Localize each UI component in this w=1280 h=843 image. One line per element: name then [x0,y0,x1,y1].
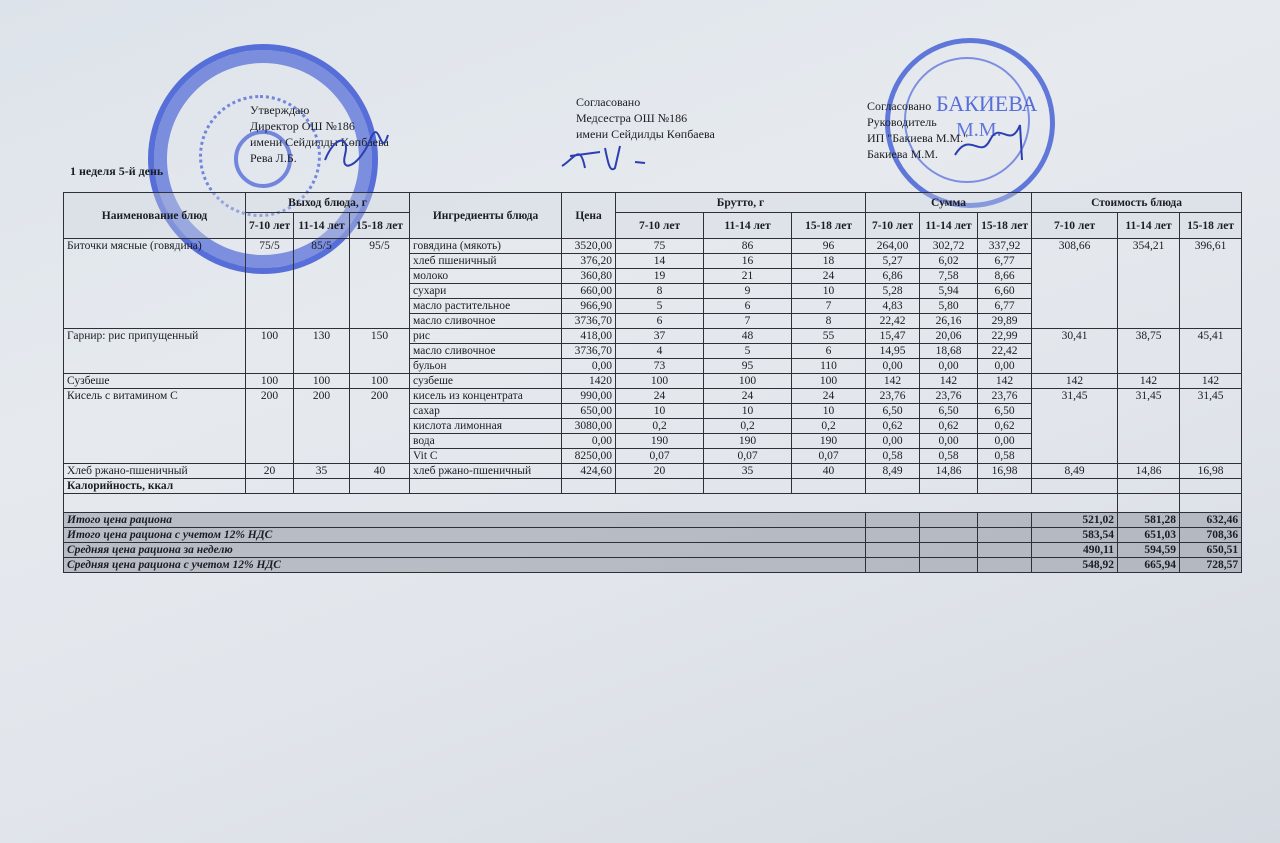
ingredient-name: масло сливочное [410,344,562,359]
calories-label: Калорийность, ккал [64,479,246,494]
ingredient-brutto: 10 [616,404,704,419]
total-row [64,558,1242,573]
dish-name: Сузбеше [64,374,246,389]
dish-yield: 40 [350,464,410,479]
dish-cost: 45,41 [1180,329,1242,374]
ingredient-brutto: 35 [704,464,792,479]
ingredient-sum: 5,80 [920,299,978,314]
ingredient-sum: 5,27 [866,254,920,269]
ingredient-price: 660,00 [562,284,616,299]
approval-line: имени Сейдилды Көпбаева [250,135,389,149]
ingredient-price: 8250,00 [562,449,616,464]
dish-cost: 354,21 [1118,239,1180,329]
ingredient-brutto: 190 [616,434,704,449]
ingredient-name: сахар [410,404,562,419]
ingredient-brutto: 6 [792,344,866,359]
ingredient-brutto: 100 [704,374,792,389]
ingredient-brutto: 0,2 [616,419,704,434]
table-row [64,374,1242,389]
blank-row [64,494,1242,513]
ingredient-sum: 142 [920,374,978,389]
dish-cost: 8,49 [1032,464,1118,479]
header-cost-age-15-18: 15-18 лет [1180,213,1242,239]
dish-name: Биточки мясные (говядина) [64,239,246,329]
ingredient-name: кисель из концентрата [410,389,562,404]
ingredient-brutto: 6 [704,299,792,314]
dish-yield: 100 [246,329,294,374]
ingredient-brutto: 10 [792,404,866,419]
header-yield-age-11-14: 11-14 лет [294,213,350,239]
total-label: Средняя цена рациона за неделю [64,543,866,558]
ingredient-brutto: 4 [616,344,704,359]
ingredient-sum: 23,76 [866,389,920,404]
ingredient-brutto: 190 [704,434,792,449]
stamp-supplier-initials: М.М. [956,119,1002,141]
ingredient-price: 360,80 [562,269,616,284]
ingredient-sum: 6,77 [978,299,1032,314]
ingredient-brutto: 6 [616,314,704,329]
ingredient-sum: 0,00 [978,434,1032,449]
ingredient-brutto: 10 [704,404,792,419]
dish-name: Гарнир: рис припущенный [64,329,246,374]
dish-name: Кисель с витамином С [64,389,246,464]
total-row [64,513,1242,528]
header-cost-age-11-14: 11-14 лет [1118,213,1180,239]
ingredient-name: масло растительное [410,299,562,314]
total-value: 521,02 [1032,513,1118,528]
dish-cost: 396,61 [1180,239,1242,329]
dish-yield: 100 [350,374,410,389]
ingredient-brutto: 0,07 [792,449,866,464]
ingredient-brutto: 10 [792,284,866,299]
dish-name: Хлеб ржано-пшеничный [64,464,246,479]
ingredient-brutto: 5 [616,299,704,314]
dish-cost: 38,75 [1118,329,1180,374]
table-row [64,239,1242,254]
ingredient-price: 1420 [562,374,616,389]
ingredient-sum: 23,76 [978,389,1032,404]
ingredient-brutto: 100 [616,374,704,389]
total-value: 583,54 [1032,528,1118,543]
dish-yield: 200 [350,389,410,464]
ingredient-price: 3080,00 [562,419,616,434]
day-title: 1 неделя 5-й день [70,164,164,178]
table-row [64,464,1242,479]
stamp-supplier-name: БАКИЕВА [936,91,1038,116]
ingredient-brutto: 0,07 [616,449,704,464]
dish-yield: 20 [246,464,294,479]
ingredient-sum: 8,66 [978,269,1032,284]
ingredient-price: 990,00 [562,389,616,404]
ingredient-sum: 0,62 [920,419,978,434]
dish-cost: 30,41 [1032,329,1118,374]
nurse-signature-icon [560,138,650,178]
total-label: Итого цена рациона с учетом 12% НДС [64,528,866,543]
header-yield: Выход блюда, г [246,193,410,213]
dish-cost: 142 [1032,374,1118,389]
total-value: 665,94 [1118,558,1180,573]
ingredient-brutto: 21 [704,269,792,284]
ingredient-price: 3736,70 [562,314,616,329]
ingredient-price: 418,00 [562,329,616,344]
ingredient-sum: 22,99 [978,329,1032,344]
ingredient-brutto: 24 [792,389,866,404]
header-dish-name: Наименование блюд [64,193,246,239]
ingredient-name: говядина (мякоть) [410,239,562,254]
ingredient-sum: 8,49 [866,464,920,479]
total-value: 581,28 [1118,513,1180,528]
agreement-line: имени Сейдилды Көпбаева [576,127,715,141]
ingredient-brutto: 24 [792,269,866,284]
dish-yield: 150 [350,329,410,374]
ingredient-sum: 0,58 [920,449,978,464]
dish-yield: 75/5 [246,239,294,329]
ingredient-price: 424,60 [562,464,616,479]
ingredient-brutto: 0,2 [792,419,866,434]
agreement-line: Бакиева М.М. [867,147,938,161]
header-price: Цена [562,193,616,239]
agreement-line: Согласовано [867,99,932,113]
dish-yield: 100 [246,374,294,389]
ingredient-brutto: 9 [704,284,792,299]
agreement-line: Руководитель [867,115,937,129]
ingredient-brutto: 0,2 [704,419,792,434]
total-value: 632,46 [1180,513,1242,528]
ingredient-sum: 337,92 [978,239,1032,254]
header-brutto: Брутто, г [616,193,866,213]
header-sum-age-7-10: 7-10 лет [866,213,920,239]
dish-yield: 200 [246,389,294,464]
ingredient-sum: 7,58 [920,269,978,284]
ingredient-sum: 15,47 [866,329,920,344]
total-value: 651,03 [1118,528,1180,543]
ingredient-sum: 4,83 [866,299,920,314]
ingredient-brutto: 73 [616,359,704,374]
header-sum: Сумма [866,193,1032,213]
ingredient-name: хлеб ржано-пшеничный [410,464,562,479]
header-yield-age-7-10: 7-10 лет [246,213,294,239]
header-ingredients: Ингредиенты блюда [410,193,562,239]
table-row [64,329,1242,344]
ingredient-sum: 0,62 [978,419,1032,434]
ingredient-sum: 142 [866,374,920,389]
header-yield-age-15-18: 15-18 лет [350,213,410,239]
total-label: Средняя цена рациона с учетом 12% НДС [64,558,866,573]
total-value: 594,59 [1118,543,1180,558]
total-row [64,543,1242,558]
ingredient-brutto: 96 [792,239,866,254]
header-dish-cost: Стоимость блюда [1032,193,1242,213]
ingredient-price: 0,00 [562,359,616,374]
ingredient-name: хлеб пшеничный [410,254,562,269]
ingredient-price: 650,00 [562,404,616,419]
nurse-agreement-block [576,94,715,142]
ingredient-sum: 22,42 [978,344,1032,359]
ingredient-brutto: 24 [616,389,704,404]
ingredient-brutto: 40 [792,464,866,479]
ingredient-sum: 6,50 [920,404,978,419]
ingredient-brutto: 24 [704,389,792,404]
ingredient-brutto: 7 [792,299,866,314]
ingredient-name: бульон [410,359,562,374]
ingredient-brutto: 0,07 [704,449,792,464]
ingredient-brutto: 110 [792,359,866,374]
agreement-line: Согласовано [576,95,641,109]
dish-cost: 308,66 [1032,239,1118,329]
table-row [64,389,1242,404]
ingredient-sum: 6,02 [920,254,978,269]
agreement-line: Медсестра ОШ №186 [576,111,688,125]
ingredient-brutto: 95 [704,359,792,374]
ingredient-brutto: 190 [792,434,866,449]
ingredient-brutto: 8 [616,284,704,299]
ingredient-sum: 29,89 [978,314,1032,329]
ingredient-brutto: 55 [792,329,866,344]
ingredient-sum: 6,86 [866,269,920,284]
ingredient-brutto: 48 [704,329,792,344]
ingredient-sum: 142 [978,374,1032,389]
ingredient-sum: 0,00 [978,359,1032,374]
approval-line: Рева Л.Б. [250,151,297,165]
ingredient-brutto: 8 [792,314,866,329]
ingredient-sum: 14,86 [920,464,978,479]
supplier-agreement-block [867,98,968,162]
director-approval-block [250,102,389,166]
ingredient-sum: 6,50 [866,404,920,419]
total-value: 490,11 [1032,543,1118,558]
ingredient-name: Vit C [410,449,562,464]
ingredient-sum: 302,72 [920,239,978,254]
ingredient-name: рис [410,329,562,344]
ingredient-sum: 0,00 [920,359,978,374]
ingredient-brutto: 5 [704,344,792,359]
header-brutto-age-7-10: 7-10 лет [616,213,704,239]
dish-cost: 31,45 [1032,389,1118,464]
ingredient-brutto: 100 [792,374,866,389]
ingredient-sum: 16,98 [978,464,1032,479]
dish-yield: 130 [294,329,350,374]
ingredient-brutto: 75 [616,239,704,254]
ingredient-brutto: 86 [704,239,792,254]
ingredient-sum: 0,00 [866,434,920,449]
ingredient-sum: 18,68 [920,344,978,359]
ingredient-name: масло сливочное [410,314,562,329]
ingredient-price: 3736,70 [562,344,616,359]
ingredient-price: 966,90 [562,299,616,314]
dish-yield: 200 [294,389,350,464]
dish-cost: 31,45 [1180,389,1242,464]
dish-cost: 31,45 [1118,389,1180,464]
ingredient-sum: 0,58 [866,449,920,464]
ingredient-name: вода [410,434,562,449]
ingredient-brutto: 14 [616,254,704,269]
total-value: 548,92 [1032,558,1118,573]
approval-line: Директор ОШ №186 [250,119,355,133]
total-label: Итого цена рациона [64,513,866,528]
ingredient-name: сухари [410,284,562,299]
ingredient-brutto: 19 [616,269,704,284]
dish-yield: 95/5 [350,239,410,329]
ingredient-sum: 5,94 [920,284,978,299]
dish-yield: 100 [294,374,350,389]
ingredient-sum: 6,60 [978,284,1032,299]
dish-yield: 35 [294,464,350,479]
total-value: 728,57 [1180,558,1242,573]
ingredient-sum: 264,00 [866,239,920,254]
dish-cost: 14,86 [1118,464,1180,479]
menu-cost-table [63,192,1242,573]
ingredient-sum: 0,00 [866,359,920,374]
ingredient-sum: 14,95 [866,344,920,359]
ingredient-brutto: 18 [792,254,866,269]
total-value: 650,51 [1180,543,1242,558]
header-brutto-age-15-18: 15-18 лет [792,213,866,239]
dish-cost: 142 [1180,374,1242,389]
total-row [64,528,1242,543]
total-value: 708,36 [1180,528,1242,543]
agreement-line: ИП "Бакиева М.М." [867,131,969,145]
dish-yield: 85/5 [294,239,350,329]
header-sum-age-11-14: 11-14 лет [920,213,978,239]
calories-row [64,479,1242,494]
ingredient-brutto: 37 [616,329,704,344]
ingredient-sum: 6,77 [978,254,1032,269]
ingredient-brutto: 20 [616,464,704,479]
ingredient-name: сузбеше [410,374,562,389]
ingredient-name: кислота лимонная [410,419,562,434]
ingredient-sum: 0,62 [866,419,920,434]
dish-cost: 16,98 [1180,464,1242,479]
ingredient-sum: 20,06 [920,329,978,344]
ingredient-sum: 23,76 [920,389,978,404]
ingredient-name: молоко [410,269,562,284]
ingredient-sum: 5,28 [866,284,920,299]
ingredient-price: 0,00 [562,434,616,449]
header-sum-age-15-18: 15-18 лет [978,213,1032,239]
ingredient-sum: 6,50 [978,404,1032,419]
ingredient-sum: 0,58 [978,449,1032,464]
ingredient-sum: 0,00 [920,434,978,449]
ingredient-sum: 22,42 [866,314,920,329]
ingredient-sum: 26,16 [920,314,978,329]
header-brutto-age-11-14: 11-14 лет [704,213,792,239]
header-cost-age-7-10: 7-10 лет [1032,213,1118,239]
ingredient-brutto: 16 [704,254,792,269]
dish-cost: 142 [1118,374,1180,389]
approval-line: Утверждаю [250,103,310,117]
ingredient-price: 3520,00 [562,239,616,254]
ingredient-price: 376,20 [562,254,616,269]
ingredient-brutto: 7 [704,314,792,329]
